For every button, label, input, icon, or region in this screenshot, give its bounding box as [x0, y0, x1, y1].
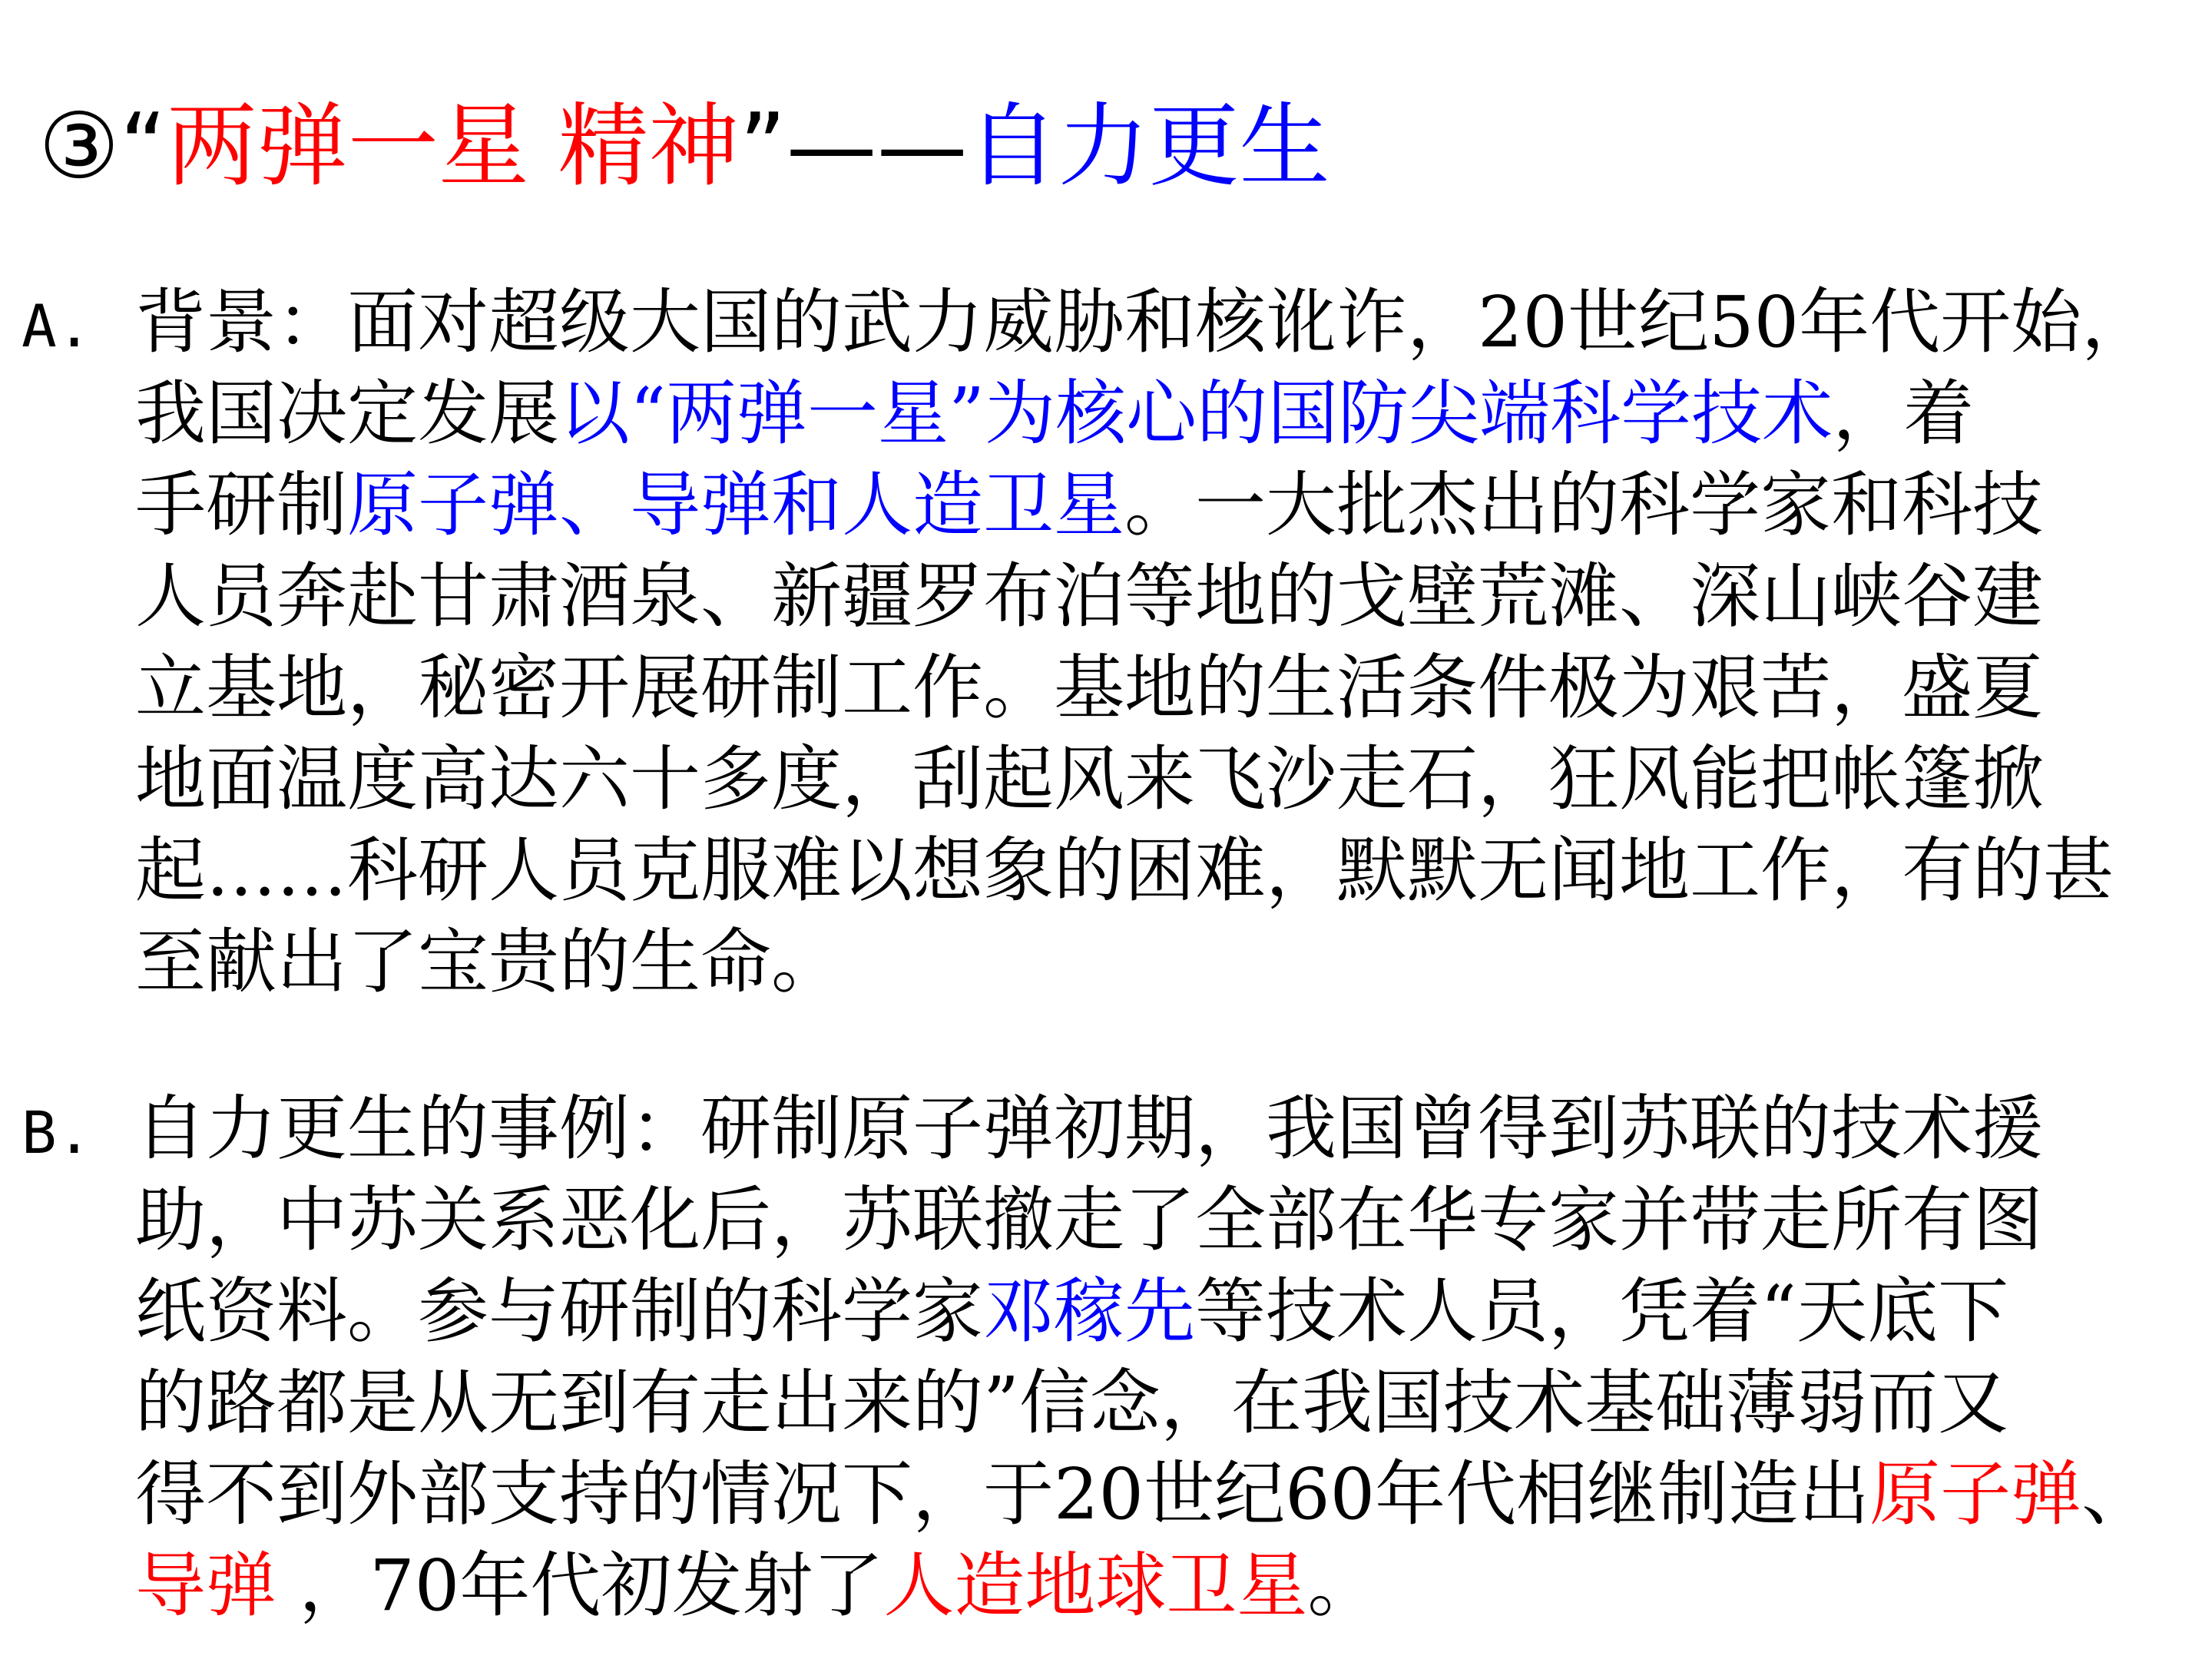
text-segment: 的路都是从无到有走出来的”信念，在我国技术基础薄弱而又 [135, 1362, 2009, 1444]
section-a-line [22, 733, 2195, 825]
section-a-line [22, 551, 2195, 642]
text-segment: ，70年代初发射了 [276, 1545, 884, 1627]
section-b-line [22, 1540, 2195, 1631]
section-a-line [22, 368, 2195, 459]
section-a-background [22, 276, 2195, 1008]
section-a-line [22, 916, 2195, 1008]
text-segment: 得不到外部支持的情况下，于20世纪60年代相继制造出 [135, 1453, 1870, 1535]
highlighted-text: 导弹 [135, 1545, 277, 1627]
text-segment: 起……科研人员克服难以想象的困难，默默无闻地工作，有的甚 [135, 830, 2114, 912]
section-b-line [22, 1174, 2195, 1266]
title-middle: ”—— [739, 93, 968, 199]
section-b-line [22, 1449, 2195, 1540]
section-a-line [22, 276, 2195, 368]
highlighted-text: 以“两弹一星”为核心的国防尖端科学技术 [559, 373, 1833, 455]
text-segment: 地面温度高达六十多度，刮起风来飞沙走石，狂风能把帐篷掀 [135, 738, 2044, 820]
text-segment: ，着 [1833, 373, 1975, 455]
highlighted-text: 邓稼先 [983, 1270, 1196, 1353]
section-a-line [22, 825, 2195, 916]
text-segment: 纸资料。参与研制的科学家 [135, 1270, 984, 1353]
slide-title [38, 84, 2112, 207]
section-a-line [22, 642, 2195, 733]
section-b-line [22, 1266, 2195, 1357]
text-segment: 人员奔赴甘肃酒泉、新疆罗布泊等地的戈壁荒滩、深山峡谷建 [135, 555, 2044, 637]
text-segment: 等技术人员，凭着“天底下 [1195, 1270, 2009, 1353]
section-b-line [22, 1357, 2195, 1449]
section-a-marker: A. [22, 292, 92, 360]
title-prefix: ③“ [38, 93, 167, 199]
title-highlight: 两弹一星 精神 [166, 93, 740, 199]
text-segment: 背景：面对超级大国的武力威胁和核讹诈，20世纪50年代开始， [135, 281, 2153, 363]
text-segment: 助，中苏关系恶化后，苏联撤走了全部在华专家并带走所有图 [135, 1179, 2044, 1261]
text-segment: 。 [1307, 1545, 1379, 1627]
text-segment: 至献出了宝贵的生命。 [135, 921, 843, 1003]
text-segment: 、 [2081, 1453, 2153, 1535]
highlighted-text: 原子弹 [1869, 1453, 2082, 1535]
section-b-self-reliance [22, 1083, 2195, 1631]
highlighted-text: 人造地球卫星 [883, 1545, 1308, 1627]
text-segment: 自力更生的事例：研制原子弹初期，我国曾得到苏联的技术援 [135, 1088, 2044, 1170]
section-b-marker: B. [22, 1098, 92, 1167]
highlighted-text: 原子弹、导弹和人造卫星 [347, 464, 1125, 546]
text-segment: 我国决定发展 [135, 373, 560, 455]
text-segment: 立基地，秘密开展研制工作。基地的生活条件极为艰苦，盛夏 [135, 647, 2044, 729]
title-topic: 自力更生 [967, 93, 1330, 199]
section-a-line [22, 459, 2195, 551]
text-segment: 手研制 [135, 464, 348, 546]
section-b-line [22, 1083, 2195, 1174]
text-segment: 。一大批杰出的科学家和科技 [1124, 464, 2044, 546]
